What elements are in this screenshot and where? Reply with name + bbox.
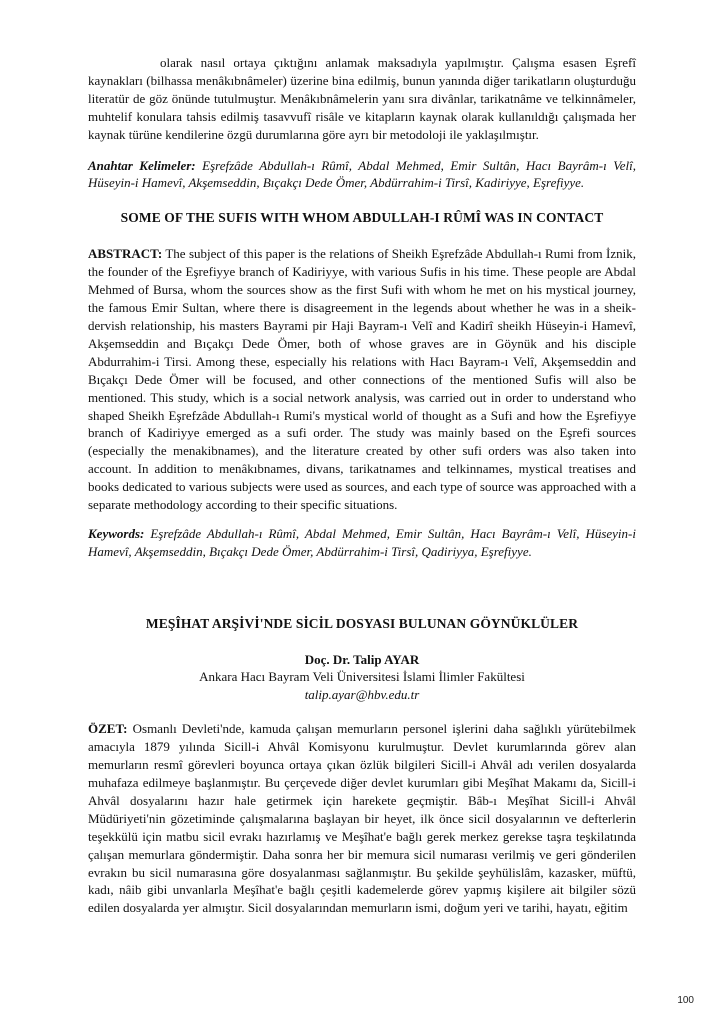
intro-paragraph: olarak nasıl ortaya çıktığını anlamak maksadıyla yapılmıştır. Çalışma esasen Eşrefî kaynakları (bilhassa menâkıbnâmeler) üzerine bina edilmiş, bunun yanında diğer tarikatların oluşturduğu literatür de göz önünde tutulmuştur. Menâkıbnâmelerin yanı sıra divânlar, tarikatnâme ve telkinnâmeler, muhtelif konulara tahsis edilmiş tasavvufî risâle ve kitapların kaynak olarak kullanıldığı çalışmada her kaynak türüne kendilerine özgü durumlarına göre ayrı bir metodoloji ile yaklaşılmıştır. <box>88 55 636 142</box>
keywords-tr-text: Eşrefzâde Abdullah-ı Rûmî, Abdal Mehmed, Emir Sultân, Hacı Bayrâm-ı Velî, Hüseyin-i Hamevî, Akşemseddin, Bıçakçı Dede Ömer, Abdürrahim-i Tirsî, Kadiriyye, Eşrefiyye. <box>88 157 637 191</box>
author-email: talip.ayar@hbv.edu.tr <box>304 686 420 702</box>
keywords-tr <box>88 157 636 193</box>
page-content <box>88 54 636 917</box>
author-block <box>88 651 636 704</box>
ozet-label: ÖZET: <box>88 721 128 737</box>
english-title: SOME OF THE SUFIS WITH WHOM ABDULLAH-I RÛMÎ WAS IN CONTACT <box>120 210 604 226</box>
author-name: Doç. Dr. Talip AYAR <box>304 651 420 667</box>
keywords-en-text: Eşrefzâde Abdullah-ı Rûmî, Abdal Mehmed, Emir Sultân, Hacı Bayrâm-ı Velî, Hüseyin-i Hamevî, Akşemseddin, Bıçakçı Dede Ömer, Abdürrahim-i Tirsî, Qadiriyya, Eşrefiyye. <box>88 525 636 559</box>
page-number: 100 <box>677 995 694 1006</box>
ozet-text: Osmanlı Devleti'nde, kamuda çalışan memurların personel işlerini daha sağlıklı yürütebilmek amacıyla 1879 yılında Sicill-i Ahvâl Komisyonu kurulmuştur. Devlet kurumlarında görev alan memurların resmî görevleri boyunca ortaya çıkan özlük bilgileri Sicill-i Ahvâl adı verilen dosyalarda muhafaza edilmeye başlanmıştır. Bu çerçevede diğer devlet kurumları gibi Meşîhat Makamı da, Sicill-i Ahvâl dosyalarını hazır hale getirmek için harekete geçmiştir. Bâb-ı Meşîhat Sicill-i Ahvâl Müdüriyeti'nin gözetiminde çalışmalarına başlayan bir heyet, ilk önce sicil dosyalarının ve defterlerin teşekkülü için matbu sicil evrakı hazırlamış ve Meşîhat'e bağlı gerek merkez gerekse taşra teşkilatında çalışan memurlara göndermiştir. Daha sonra her bir memura sicil numarası verilmiş ve geri gönderilen evrakın bu sicil numarasına göre dosyalanması sağlanmıştır. Bu şekilde şeyhülislâm, kazasker, müftü, kadı, nâib gibi unvanlarla Meşîhat'e bağlı çeşitli kademelerde görev yapmış kişilere ait bilgiler sözü edilen dosyalarda yer almıştır. Sicil dosyalarından memurların ismi, doğum yeri ve tarihi, hayatı, eğitim <box>88 721 636 916</box>
ozet-paragraph <box>88 720 636 917</box>
abstract-paragraph <box>88 245 636 514</box>
author-affiliation: Ankara Hacı Bayram Veli Üniversitesi İslami İlimler Fakültesi <box>199 669 525 685</box>
abstract-text: The subject of this paper is the relations of Sheikh Eşrefzâde Abdullah-ı Rumi from İznik, the founder of the Eşrefiyye branch of Kadiriyye, with various Sufis in his time. These people are Abdal Mehmed of Bursa, whom the sources show as the first Sufi with whom he met on his mystical journey, the famous Emir Sultan, where there is disagreement in the legends about whether he was in a sheik-dervish relationship, his masters Bayrami pir Haji Bayram-ı Velî and Kadirî sheikh Hüseyin-i Hamevî, Akşemseddin and Bıçakçı Dede Ömer, both of whose graves are in Göynük and his disciple Abdurrahim-i Tirsi. Among these, especially his relations with Hacı Bayram-ı Velî, Akşemseddin and Bıçakçı Dede Ömer will be focused, and other connections of the mentioned Sufis will also be mentioned. This study, which is a social network analysis, was carried out in order to understand who shaped Sheikh Eşrefzâde Abdullah-ı Rumi's mystical world of thought as a Sufi and how the Eşrefiyye branch of Kadiriyye emerged as a sufi order. The study was mainly based on the Eşrefi sources (especially the menakibnames), and the literature created by other sufi orders was also taken into account. In addition to menâkıbnames, divans, tarikatnames and telkinnames, mystical treatises and books dedicated to various subjects were used as sources, and each type of source was approached with a separate methodology according to their specific situations. <box>88 246 636 513</box>
abstract-label: ABSTRACT: <box>88 246 163 262</box>
keywords-en-label: Keywords: <box>88 525 145 541</box>
keywords-en <box>88 525 636 561</box>
keywords-tr-label: Anahtar Kelimeler: <box>88 157 196 173</box>
turkish-title: MEŞÎHAT ARŞİVİ'NDE SİCİL DOSYASI BULUNAN GÖYNÜKLÜLER <box>145 615 579 631</box>
